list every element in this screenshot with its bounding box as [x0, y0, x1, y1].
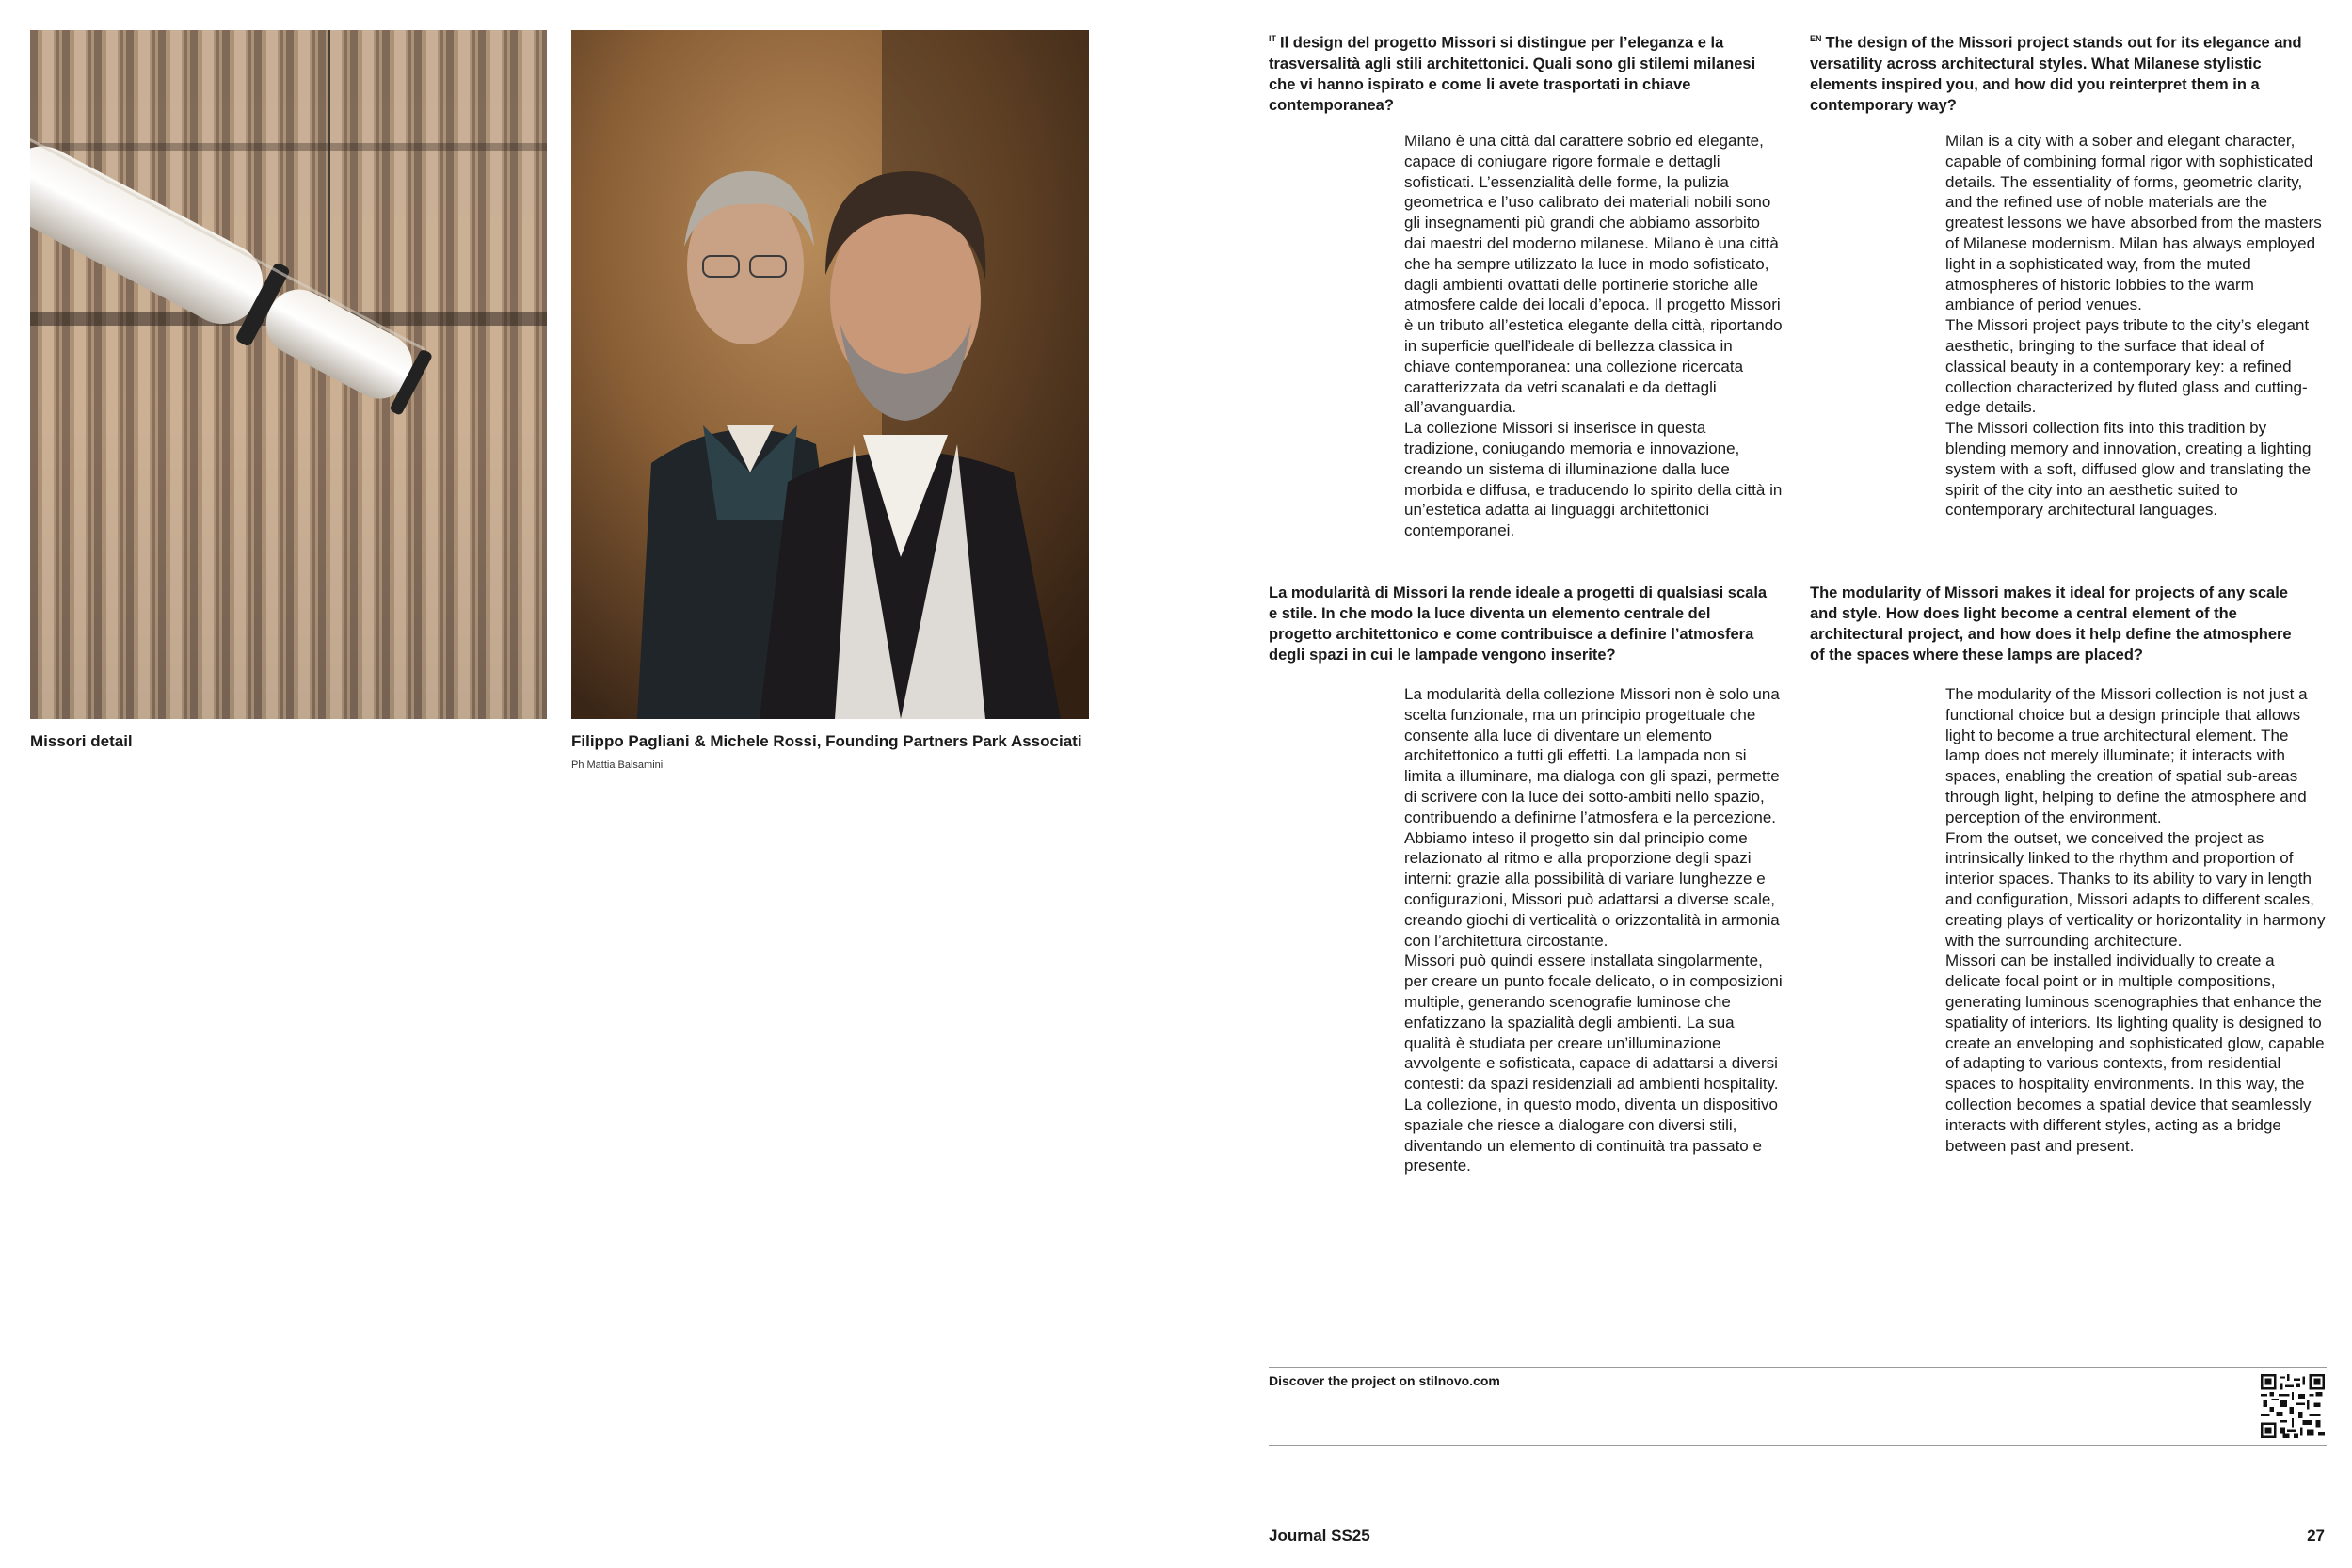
paragraph: La collezione, in questo modo, diventa un dispositivo spaziale che riesce a dialogare con diversi stili, diventando un elemento di continuità tra passato e presente.: [1404, 1095, 1778, 1176]
en-language-tag: EN: [1810, 34, 1822, 43]
discover-bottom-rule: [1269, 1445, 2327, 1446]
paragraph: Abbiamo inteso il progetto sin dal principio come relazionato al ritmo e alla proporzione degli spazi interni: grazie alla possibilità di variare lunghezze e configurazioni, Missori può adattarsi a diverse scale, creando giochi di verticalità o orizzontalità in armonia con l’architettura circostante.: [1404, 828, 1780, 950]
en-answer-2: [1945, 684, 2327, 1156]
en-question-1-text: The design of the Missori project stands out for its elegance and versatility across architectural styles. What Milanese stylistic elements inspired you, and how did you reinterpret them in a contemporary way?: [1810, 34, 2302, 114]
en-question-1: [1810, 28, 2328, 116]
missori-detail-caption: Missori detail: [30, 732, 133, 750]
journal-label: Journal SS25: [1269, 1527, 1370, 1544]
paragraph: La collezione Missori si inserisce in questa tradizione, coniugando memoria e innovazione, creando un sistema di illuminazione dalla luce morbida e diffusa, e traducendo lo spirito della città in un’estetica adatta ai linguaggi architettonici contemporanei.: [1404, 419, 1783, 540]
it-question-2-text: La modularità di Missori la rende ideale a progetti di qualsiasi scala e stile. In che modo la luce diventa un elemento centrale del progetto architettonico e come contribuisce a definire l’atmosfera degli spazi in cui le lampade vengono inserite?: [1269, 584, 1768, 664]
it-language-tag: IT: [1269, 34, 1276, 43]
photo-credit: Ph Mattia Balsamini: [571, 760, 664, 771]
paragraph: From the outset, we conceived the project as intrinsically linked to the rhythm and proportion of interior spaces. Thanks to its ability to vary in length and configuration, Missori adapts to different scales, creating plays of verticality or horizontality in harmony with the surrounding architecture.: [1945, 828, 2326, 950]
it-question-1-text: Il design del progetto Missori si distingue per l’eleganza e la trasversalità agli stili architettonici. Quali sono gli stilemi milanesi che vi hanno ispirato e come li avete trasportati in chiave contemporanea?: [1269, 34, 1756, 114]
discover-top-rule: [1269, 1367, 2327, 1368]
it-answer-2: [1404, 684, 1783, 1176]
en-question-2: [1810, 583, 2299, 665]
it-question-2: [1269, 583, 1768, 665]
paragraph: La modularità della collezione Missori non è solo una scelta funzionale, ma un principio progettuale che consente alla luce di diventare un elemento architettonico a tutti gli effetti. La lampada non si limita a illuminare, ma dialoga con gli spazi, permette di scrivere con la luce dei sotto-ambiti nello spazio, contribuendo a definirne l’atmosfera e la percezione.: [1404, 685, 1780, 826]
paragraph: The Missori collection fits into this tradition by blending memory and innovation, creating a lighting system with a soft, diffused glow and translating the spirit of the city into an aesthetic suited to contemporary architectural languages.: [1945, 419, 2312, 520]
paragraph: Milano è una città dal carattere sobrio ed elegante, capace di coniugare rigore formale e dettagli sofisticati. L’essenzialità delle forme, la pulizia geometrica e l’uso calibrato dei materiali nobili sono gli insegnamenti più grandi che abbiamo assorbito dai maestri del moderno milanese. Milano è una città che ha sempre utilizzato la luce in modo sofisticato, dagli ambienti ovattati delle portinerie storiche alle atmosfere calde dei locali d’epoca. Il progetto Missori è un tributo all’estetica elegante della città, riportando in superficie quell’ideale di bellezza classica in chiave contemporanea: una collezione ricercata caratterizzata da vetri scanalati e da dettagli all’avanguardia.: [1404, 132, 1783, 417]
discover-link[interactable]: Discover the project on stilnovo.com: [1269, 1373, 1500, 1388]
qr-code-icon[interactable]: [2261, 1374, 2325, 1438]
page-number: 27: [2307, 1527, 2325, 1544]
paragraph: Milan is a city with a sober and elegant character, capable of combining formal rigor with sophisticated details. The essentiality of forms, geometric clarity, and the refined use of noble materials are the greatest lessons we have absorbed from the masters of Milanese modernism. Milan has always employed light in a sophisticated way, from the muted atmospheres of historic lobbies to the warm ambiance of period venues.: [1945, 132, 2322, 314]
paragraph: The Missori project pays tribute to the city’s elegant aesthetic, bringing to the surface that ideal of classical beauty in a contemporary key: a refined collection characterized by fluted glass and cutting-edge details.: [1945, 316, 2310, 417]
en-question-2-text: The modularity of Missori makes it ideal for projects of any scale and style. How does light become a central element of the architectural project, and how does it help define the atmosphere of the spaces where these lamps are placed?: [1810, 584, 2292, 664]
missori-detail-photo: [30, 30, 547, 719]
it-answer-1: [1404, 131, 1783, 541]
founders-portrait-photo: [571, 30, 1089, 719]
en-answer-1: [1945, 131, 2327, 520]
paragraph: Missori può quindi essere installata singolarmente, per creare un punto focale delicato, o in composizioni multiple, generando scenografie luminose che enfatizzano la spazialità degli ambienti. La sua qualità è studiata per creare un’illuminazione avvolgente e sofisticata, capace di adattarsi a diversi contesti: da spazi residenziali ad ambienti hospitality.: [1404, 952, 1783, 1094]
paragraph: Missori can be installed individually to create a delicate focal point or in multiple compositions, generating luminous scenographies that enhance the spatiality of interiors. Its lighting quality is designed to create an enveloping and sophisticated glow, capable of adapting to various contexts, from residential spaces to hospitality environments. In this way, the collection becomes a spatial device that seamlessly interacts with different styles, acting as a bridge between past and present.: [1945, 952, 2325, 1155]
founders-portrait-caption: Filippo Pagliani & Michele Rossi, Founding Partners Park Associati: [571, 732, 1082, 750]
paragraph: The modularity of the Missori collection is not just a functional choice but a design principle that allows light to become a true architectural element. The lamp does not merely illuminate; it interacts with spaces, enabling the creation of spatial sub-areas through light, helping to define the atmosphere and perception of the environment.: [1945, 685, 2308, 826]
it-question-1: [1269, 28, 1758, 116]
